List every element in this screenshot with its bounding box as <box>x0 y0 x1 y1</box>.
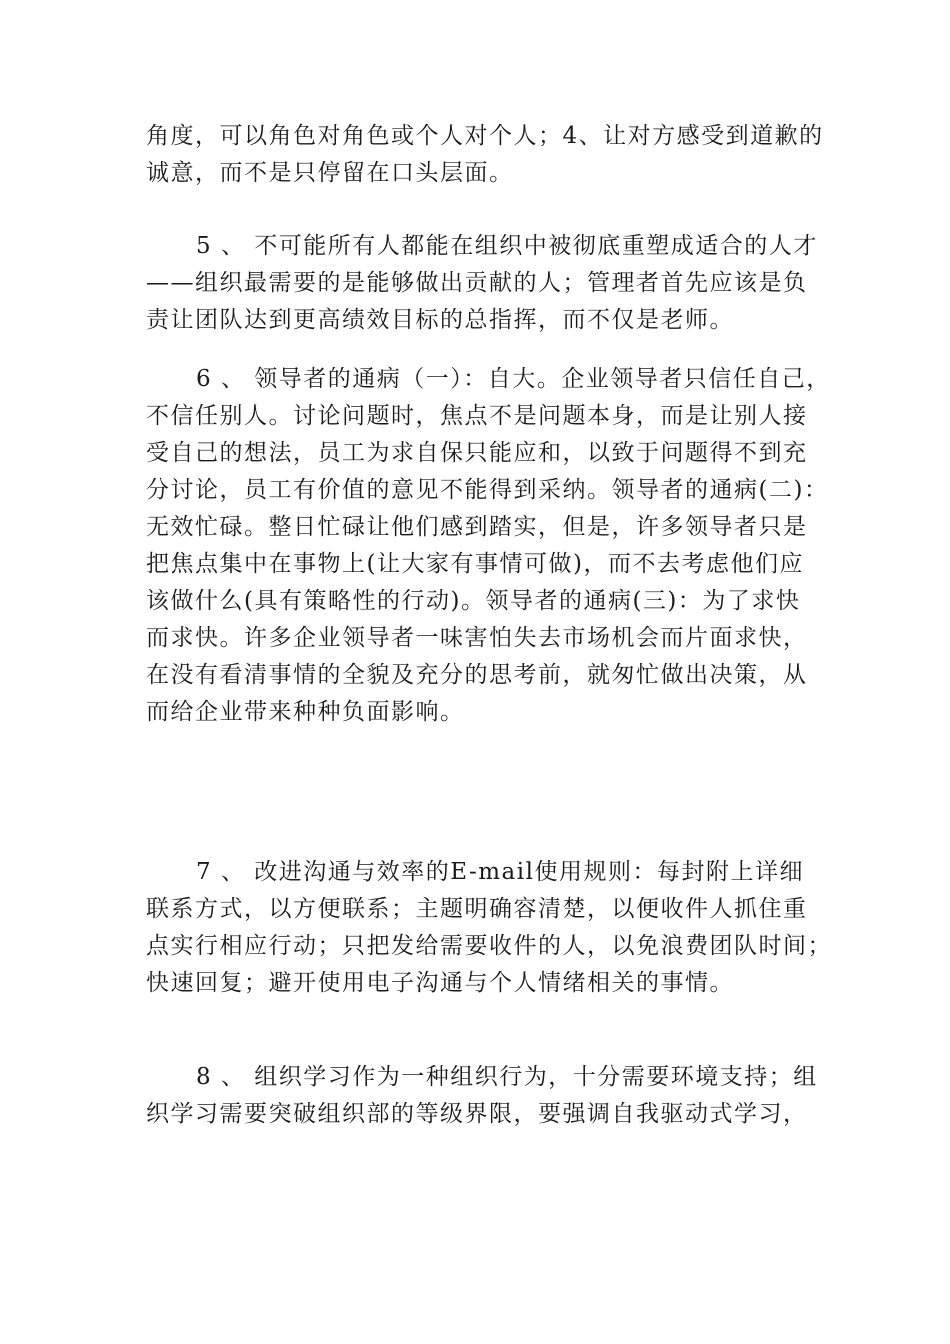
paragraph-6 <box>146 361 831 731</box>
text-line: 把焦点集中在事物上(让大家有事情可做)，而不去考虑他们应 <box>146 551 804 577</box>
text-line: 而求快。许多企业领导者一味害怕失去市场机会而片面求快， <box>146 625 808 651</box>
paragraph-5 <box>146 228 816 339</box>
text-line: 不信任别人。讨论问题时，焦点不是问题本身，而是让别人接 <box>146 403 808 429</box>
text-line: 在没有看清事情的全貌及充分的思考前，就匆忙做出决策，从 <box>146 662 808 688</box>
text-line: 受自己的想法，员工为求自保只能应和，以致于问题得不到充 <box>146 440 808 466</box>
text-line: 7 、 改进沟通与效率的E-mail使用规则：每封附上详细 <box>196 859 804 885</box>
text-line: 诚意，而不是只停留在口头层面。 <box>146 160 514 186</box>
text-line: 责让团队达到更高绩效目标的总指挥，而不仅是老师。 <box>146 307 734 333</box>
text-line: 点实行相应行动；只把发给需要收件的人，以免浪费团队时间； <box>146 933 832 959</box>
text-line: 联系方式，以方便联系；主题明确容清楚，以便收件人抓住重 <box>146 896 808 922</box>
text-line: 无效忙碌。整日忙碌让他们感到踏实，但是，许多领导者只是 <box>146 514 808 540</box>
text-line: 5 、 不可能所有人都能在组织中被彻底重塑成适合的人才 <box>196 233 818 259</box>
text-line: 6 、 领导者的通病（一）：自大。企业领导者只信任自己， <box>196 366 831 392</box>
text-line: 分讨论，员工有价值的意见不能得到采纳。领导者的通病(二)： <box>146 477 829 503</box>
text-line: 角度，可以角色对角色或个人对个人；4、让对方感受到道歉的 <box>146 123 824 149</box>
text-line: 快速回复；避开使用电子沟通与个人情绪相关的事情。 <box>146 970 734 996</box>
text-line: 8 、 组织学习作为一种组织行为，十分需要环境支持；组 <box>196 1064 818 1090</box>
paragraph-continuation <box>146 118 824 192</box>
paragraph-7 <box>146 854 832 1002</box>
text-line: 该做什么(具有策略性的行动)。领导者的通病(三)：为了求快 <box>146 588 801 614</box>
text-line: 织学习需要突破组织部的等级界限，要强调自我驱动式学习， <box>146 1101 808 1127</box>
paragraph-8 <box>146 1059 816 1133</box>
text-line: ——组织最需要的是能够做出贡献的人；管理者首先应该是负 <box>146 270 808 296</box>
text-line: 而给企业带来种种负面影响。 <box>146 699 465 725</box>
